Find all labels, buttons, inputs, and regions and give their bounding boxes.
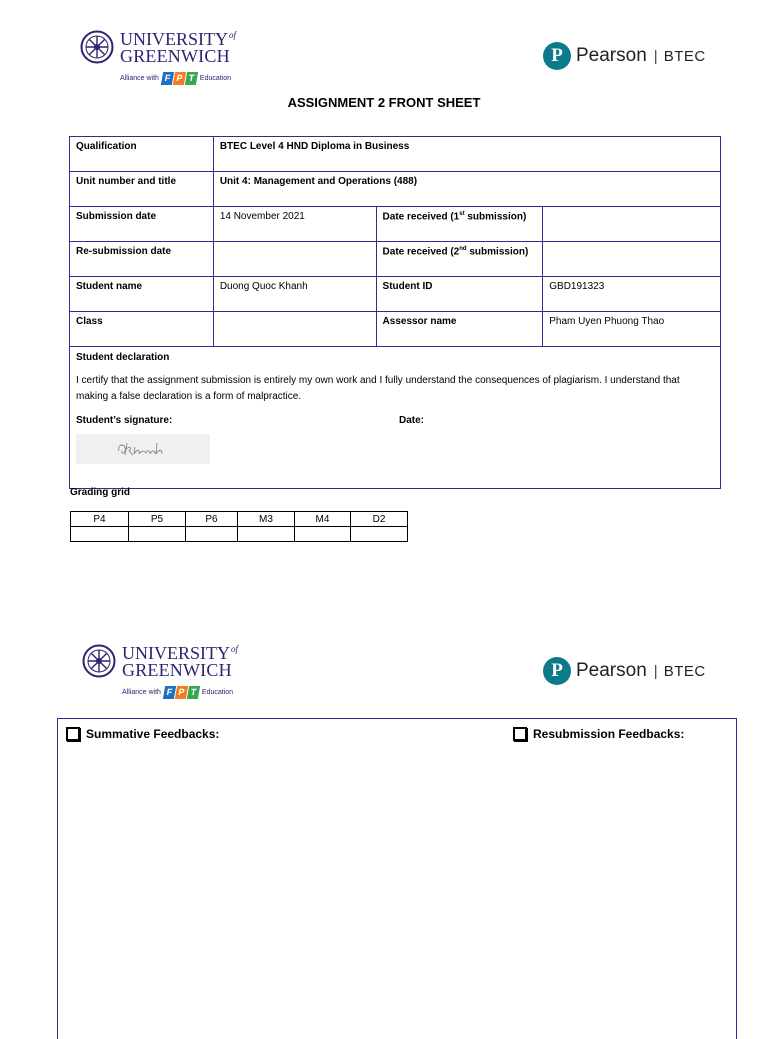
student-name-value: Duong Quoc Khanh	[213, 277, 376, 312]
submission-row	[70, 207, 721, 242]
greenwich-wordmark: GREENWICH	[120, 46, 230, 66]
unit-value: Unit 4: Management and Operations (488)	[213, 172, 720, 207]
student-name-label: Student name	[70, 277, 214, 312]
student-declaration	[70, 347, 721, 489]
assessor-value: Pham Uyen Phuong Thao	[543, 312, 721, 347]
summative-feedback-label: Summative Feedbacks:	[86, 727, 220, 741]
submission-date-value: 14 November 2021	[213, 207, 376, 242]
greenwich-logo-bottom	[82, 644, 242, 700]
university-wordmark: $UNIVERSITY^{of}$	[122, 643, 239, 663]
grading-header-row	[71, 512, 408, 527]
submission-date-label: Submission date	[70, 207, 214, 242]
student-id-label: Student ID	[376, 277, 543, 312]
qualification-row	[70, 137, 721, 172]
summative-feedback-header	[66, 727, 219, 741]
greenwich-wordmark: GREENWICH	[122, 660, 232, 680]
grade-cell[interactable]	[71, 527, 129, 542]
grade-cell[interactable]	[238, 527, 295, 542]
greenwich-logo-top	[80, 30, 240, 86]
student-row	[70, 277, 721, 312]
grading-grid	[70, 511, 408, 542]
resubmission-feedback-header	[513, 727, 684, 741]
pearson-mark-icon: P	[543, 657, 571, 685]
qualification-label: Qualification	[70, 137, 214, 172]
date-received-1-value	[543, 207, 721, 242]
unit-row	[70, 172, 721, 207]
alliance-line: Alliance with F P T Education	[122, 687, 234, 697]
resubmission-date-label: Re-submission date	[70, 242, 214, 277]
checkbox-icon[interactable]	[513, 727, 527, 741]
class-row	[70, 312, 721, 347]
fpt-logo: F P T	[164, 686, 199, 699]
feedback-box	[57, 718, 737, 1039]
greenwich-seal-icon	[82, 644, 116, 678]
grade-header: P6	[186, 512, 238, 527]
grade-header: M3	[238, 512, 295, 527]
date-label: Date:	[399, 415, 425, 426]
university-wordmark: $UNIVERSITY^{of}$	[120, 29, 237, 49]
class-value	[213, 312, 376, 347]
grade-cell[interactable]	[295, 527, 351, 542]
checkbox-icon[interactable]	[66, 727, 80, 741]
page-title: ASSIGNMENT 2 FRONT SHEET	[287, 95, 481, 110]
date-received-2-value	[543, 242, 721, 277]
resubmission-feedback-label: Resubmission Feedbacks:	[533, 727, 685, 741]
grade-cell[interactable]	[129, 527, 186, 542]
fpt-logo: F P T	[162, 72, 197, 85]
alliance-line: Alliance with F P T Education	[120, 73, 232, 83]
signature-label: Student’s signature:	[76, 415, 173, 426]
signature-scribble	[113, 439, 173, 459]
declaration-row	[70, 347, 721, 489]
pearson-btec-logo-top: P Pearson | BTEC	[543, 42, 706, 70]
declaration-text: I certify that the assignment submission is entirely my own work and I fully understand the consequences of plagiarism. I understand that making a false declaration is a form of malpractice.	[76, 375, 680, 402]
assessor-label: Assessor name	[376, 312, 543, 347]
pearson-mark-icon: P	[543, 42, 571, 70]
resubmission-date-value	[213, 242, 376, 277]
date-received-2-label: Date received (2nd submission)	[376, 242, 543, 277]
grading-value-row	[71, 527, 408, 542]
qualification-value: BTEC Level 4 HND Diploma in Business	[213, 137, 720, 172]
grade-cell[interactable]	[351, 527, 408, 542]
grade-cell[interactable]	[186, 527, 238, 542]
class-label: Class	[70, 312, 214, 347]
signature-image	[76, 434, 210, 464]
date-received-1-label: Date received (1st submission)	[376, 207, 543, 242]
greenwich-seal-icon	[80, 30, 114, 64]
resubmission-row	[70, 242, 721, 277]
grading-grid-label: Grading grid	[70, 487, 130, 498]
front-sheet-table	[69, 136, 721, 489]
student-id-value: GBD191323	[543, 277, 721, 312]
grade-header: D2	[351, 512, 408, 527]
grade-header: M4	[295, 512, 351, 527]
pearson-btec-logo-bottom: P Pearson | BTEC	[543, 657, 706, 685]
grade-header: P4	[71, 512, 129, 527]
unit-label: Unit number and title	[70, 172, 214, 207]
grade-header: P5	[129, 512, 186, 527]
declaration-title: Student declaration	[76, 352, 170, 363]
